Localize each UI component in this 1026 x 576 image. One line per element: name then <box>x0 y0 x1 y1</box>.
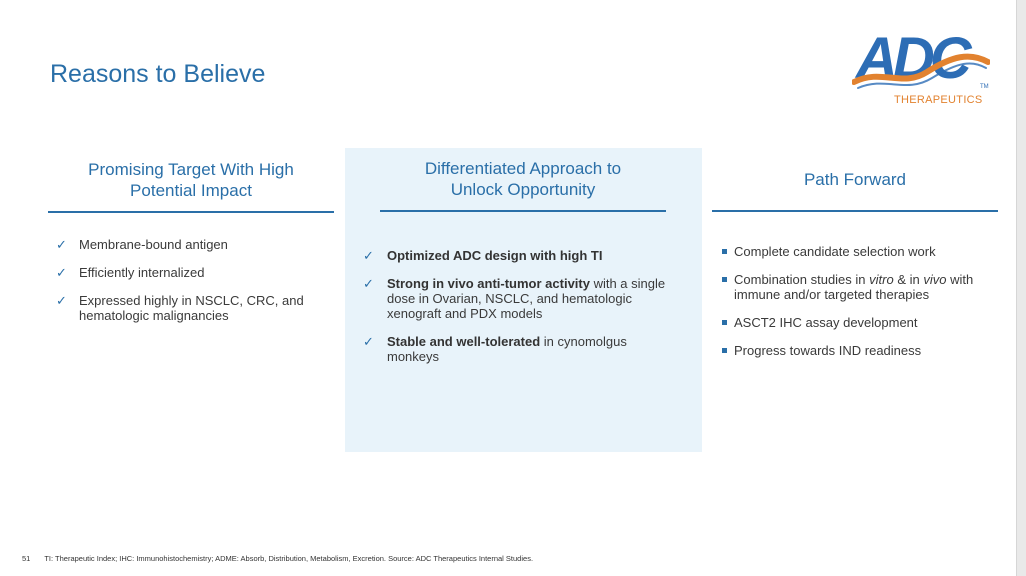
list-item <box>363 248 682 263</box>
list-item <box>56 265 334 280</box>
bullet-list <box>720 244 998 358</box>
square-bullet-icon <box>722 320 727 325</box>
list-item <box>56 293 334 323</box>
item-text: ASCT2 IHC assay development <box>734 315 918 330</box>
bullet-list <box>56 237 334 323</box>
footnote: TI: Therapeutic Index; IHC: Immunohistochemistry; ADME: Absorb, Distribution, Metabolism, Excretion. Source: ADC Therapeutics Internal Studies. <box>44 554 534 563</box>
item-text: in cynomolgus monkeys <box>387 334 627 364</box>
item-text-pre: Combination studies in <box>734 272 870 287</box>
check-icon: ✓ <box>363 276 374 291</box>
column-heading <box>712 148 998 212</box>
logo-trademark: TM <box>980 84 989 90</box>
square-bullet-icon <box>722 348 727 353</box>
page-number: 51 <box>22 554 31 563</box>
item-text-post: with immune and/or targeted therapies <box>734 272 974 302</box>
check-icon: ✓ <box>56 293 67 308</box>
heading-line-1: Differentiated Approach to <box>424 159 622 178</box>
logo-subtitle: THERAPEUTICS <box>894 94 983 106</box>
heading-line-1: Path Forward <box>803 169 907 189</box>
item-text: Progress towards IND readiness <box>734 343 922 358</box>
adc-therapeutics-logo <box>852 28 990 108</box>
heading-line-2: Potential Impact <box>130 181 252 200</box>
item-italic-text: vitro <box>869 272 894 287</box>
check-icon: ✓ <box>56 237 67 252</box>
column-differentiated-approach <box>345 148 702 452</box>
item-text: Membrane-bound antigen <box>79 237 228 252</box>
right-edge-bar <box>1016 0 1026 576</box>
list-item <box>720 272 998 302</box>
heading-line-2: Unlock Opportunity <box>450 180 596 199</box>
column-promising-target <box>48 148 334 336</box>
column-path-forward <box>712 148 998 371</box>
slide-footer <box>22 554 533 563</box>
logo-letters: ADC <box>856 26 967 91</box>
bullet-list <box>363 248 682 364</box>
item-text-mid: & in <box>893 272 924 287</box>
item-bold-text: Strong in vivo anti-tumor activity <box>387 276 590 291</box>
item-bold-text: Optimized ADC design with high TI <box>387 248 603 263</box>
list-item <box>720 244 998 259</box>
check-icon: ✓ <box>56 265 67 280</box>
logo-swoosh-icon <box>852 38 990 98</box>
item-bold-text: Stable and well-tolerated <box>387 334 541 349</box>
list-item <box>720 315 998 330</box>
item-text: with a single dose in Ovarian, NSCLC, and hematologic xenograft and PDX models <box>387 276 666 321</box>
item-text: Complete candidate selection work <box>734 244 936 259</box>
item-text: Expressed highly in NSCLC, CRC, and hematologic malignancies <box>79 293 304 323</box>
item-italic-text: vivo <box>923 272 947 287</box>
square-bullet-icon <box>722 277 727 282</box>
square-bullet-icon <box>722 249 727 254</box>
slide-title: Reasons to Believe <box>50 60 266 88</box>
item-text: Efficiently internalized <box>79 265 205 280</box>
list-item <box>720 343 998 358</box>
list-item <box>363 334 682 364</box>
check-icon: ✓ <box>363 334 374 349</box>
column-heading <box>380 148 666 212</box>
check-icon: ✓ <box>363 248 374 263</box>
list-item <box>56 237 334 252</box>
list-item <box>363 276 682 321</box>
column-heading <box>48 149 334 213</box>
heading-line-1: Promising Target With High <box>88 160 294 179</box>
